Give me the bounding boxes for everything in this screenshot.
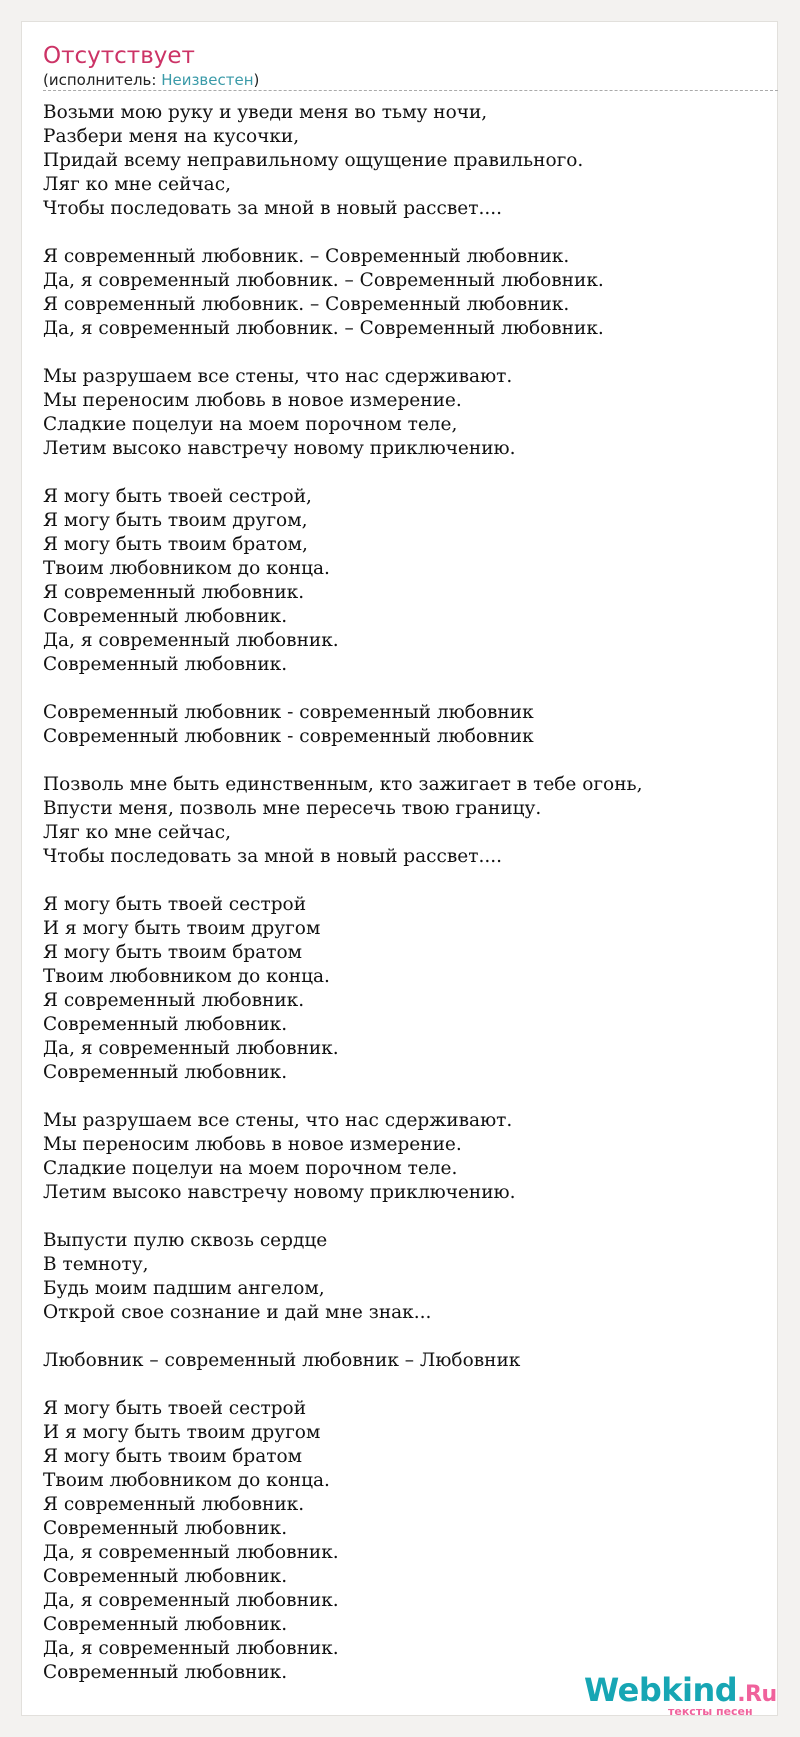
lyrics-stanza: [43, 773, 768, 869]
lyric-line: Ляг ко мне сейчас,: [43, 822, 231, 843]
lyrics-stanza: [43, 485, 768, 677]
lyric-line: Открой свое сознание и дай мне знак...: [43, 1302, 432, 1323]
lyric-line: Современный любовник.: [43, 654, 288, 675]
lyric-line: Современный любовник.: [43, 1662, 288, 1683]
lyrics-stanza: [43, 1109, 768, 1205]
lyric-line: Я современный любовник. – Современный любовник.: [43, 294, 570, 315]
lyrics-stanza: [43, 1397, 768, 1685]
lyrics-stanza: [43, 1229, 768, 1325]
lyric-line: Да, я современный любовник.: [43, 1542, 339, 1563]
title-divider: [43, 90, 778, 91]
lyric-line: Я современный любовник.: [43, 990, 305, 1011]
lyric-line: Летим высоко навстречу новому приключению.: [43, 438, 516, 459]
lyrics-stanza: [43, 245, 768, 341]
lyric-line: Я могу быть твоим братом: [43, 1446, 303, 1467]
lyric-line: Твоим любовником до конца.: [43, 1470, 330, 1491]
lyric-line: Да, я современный любовник. – Современный любовник.: [43, 270, 604, 291]
lyric-line: Я современный любовник.: [43, 1494, 305, 1515]
lyric-line: Современный любовник - современный любовник: [43, 702, 534, 723]
lyric-line: Чтобы последовать за мной в новый рассвет....: [43, 846, 503, 867]
lyric-line: Мы переносим любовь в новое измерение.: [43, 390, 462, 411]
lyrics-text: [43, 101, 768, 1685]
lyric-line: Я могу быть твоей сестрой,: [43, 486, 312, 507]
lyric-line: Я могу быть твоим братом,: [43, 534, 308, 555]
lyric-line: Да, я современный любовник.: [43, 1038, 339, 1059]
lyric-line: Сладкие поцелуи на моем порочном теле.: [43, 1158, 458, 1179]
logo-name: Webkind: [584, 1671, 738, 1709]
logo-tagline: тексты песен: [668, 1705, 753, 1718]
lyric-line: И я могу быть твоим другом: [43, 918, 321, 939]
lyric-line: Современный любовник.: [43, 1566, 288, 1587]
lyric-line: Современный любовник.: [43, 606, 288, 627]
lyric-line: Я могу быть твоим братом: [43, 942, 303, 963]
song-title: Отсутствует: [43, 43, 195, 69]
lyric-line: Летим высоко навстречу новому приключению.: [43, 1182, 516, 1203]
lyric-line: Я современный любовник.: [43, 582, 305, 603]
lyric-line: Чтобы последовать за мной в новый рассвет....: [43, 198, 503, 219]
artist-link[interactable]: Неизвестен: [161, 71, 254, 89]
lyrics-card: [21, 21, 778, 1716]
lyric-line: Я могу быть твоей сестрой: [43, 894, 307, 915]
lyrics-stanza: [43, 1349, 768, 1373]
lyric-line: Позволь мне быть единственным, кто зажигает в тебе огонь,: [43, 774, 643, 795]
lyric-line: Мы разрушаем все стены, что нас сдерживают.: [43, 366, 513, 387]
lyric-line: Современный любовник.: [43, 1614, 288, 1635]
lyrics-stanza: [43, 101, 768, 221]
lyric-line: Впусти меня, позволь мне пересечь твою границу.: [43, 798, 542, 819]
lyric-line: Придай всему неправильному ощущение правильного.: [43, 150, 584, 171]
webkind-logo[interactable]: [584, 1671, 777, 1720]
lyric-line: Сладкие поцелуи на моем порочном теле,: [43, 414, 458, 435]
lyric-line: Я современный любовник. – Современный любовник.: [43, 246, 570, 267]
lyrics-stanza: [43, 701, 768, 749]
artist-line: [43, 71, 259, 90]
lyric-line: Выпусти пулю сквозь сердце: [43, 1230, 328, 1251]
lyric-line: Да, я современный любовник. – Современный любовник.: [43, 318, 604, 339]
lyric-line: Я могу быть твоей сестрой: [43, 1398, 307, 1419]
lyrics-stanza: [43, 893, 768, 1085]
lyric-line: В темноту,: [43, 1254, 149, 1275]
lyric-line: Да, я современный любовник.: [43, 630, 339, 651]
lyric-line: Разбери меня на кусочки,: [43, 126, 300, 147]
artist-prefix: (исполнитель:: [43, 71, 162, 89]
lyrics-stanza: [43, 365, 768, 461]
lyric-line: Да, я современный любовник.: [43, 1638, 339, 1659]
lyric-line: Любовник – современный любовник – Любовник: [43, 1350, 521, 1371]
lyric-line: Твоим любовником до конца.: [43, 966, 330, 987]
lyric-line: Современный любовник.: [43, 1062, 288, 1083]
lyric-line: Возьми мою руку и уведи меня во тьму ночи,: [43, 102, 488, 123]
lyric-line: Мы переносим любовь в новое измерение.: [43, 1134, 462, 1155]
lyric-line: Ляг ко мне сейчас,: [43, 174, 231, 195]
lyric-line: Будь моим падшим ангелом,: [43, 1278, 325, 1299]
lyric-line: Современный любовник - современный любовник: [43, 726, 534, 747]
lyric-line: Мы разрушаем все стены, что нас сдерживают.: [43, 1110, 513, 1131]
lyric-line: Современный любовник.: [43, 1518, 288, 1539]
logo-tld: .Ru: [737, 1682, 777, 1707]
lyric-line: Твоим любовником до конца.: [43, 558, 330, 579]
lyric-line: И я могу быть твоим другом: [43, 1422, 321, 1443]
lyric-line: Да, я современный любовник.: [43, 1590, 339, 1611]
lyric-line: Современный любовник.: [43, 1014, 288, 1035]
artist-suffix: ): [253, 71, 260, 89]
lyric-line: Я могу быть твоим другом,: [43, 510, 308, 531]
